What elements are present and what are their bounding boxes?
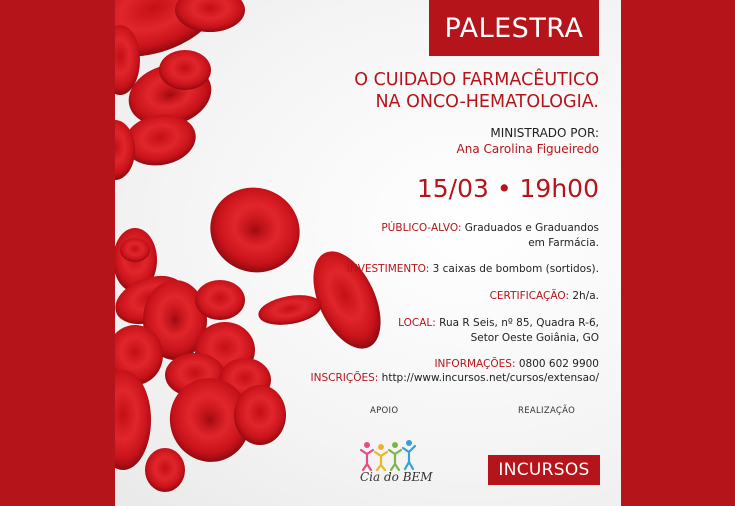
publico-line-2: em Farmácia. <box>528 237 599 249</box>
palestra-banner: PALESTRA <box>429 0 599 56</box>
local-label: LOCAL: <box>398 317 436 329</box>
local-line-2: Setor Oeste Goiânia, GO <box>470 332 599 344</box>
certificacao-label: CERTIFICAÇÃO: <box>489 290 569 302</box>
event-title <box>279 69 599 113</box>
publico-line-1: Graduados e Graduandos <box>464 222 599 234</box>
right-red-border <box>621 0 735 506</box>
left-red-border <box>0 0 115 506</box>
local-info <box>398 316 599 346</box>
certificacao-value: 2h/a. <box>572 290 599 302</box>
publico-label: PÚBLICO-ALVO: <box>381 222 462 234</box>
inscricoes-label: INSCRIÇÕES: <box>310 372 379 384</box>
apoio-label: APOIO <box>370 406 399 416</box>
title-line-2: NA ONCO-HEMATOLOGIA. <box>375 92 599 112</box>
incursos-logo: INCURSOS <box>488 455 600 485</box>
title-line-1: O CUIDADO FARMACÊUTICO <box>354 70 599 90</box>
event-poster <box>115 0 621 506</box>
publico-alvo-info <box>381 221 599 251</box>
informacoes-value: 0800 602 9900 <box>518 358 599 370</box>
certificacao-info <box>490 289 599 304</box>
speaker-name: Ana Carolina Figueiredo <box>456 142 599 156</box>
informacoes-info <box>434 357 599 372</box>
investimento-value: 3 caixas de bombom (sortidos). <box>432 263 599 275</box>
informacoes-label: INFORMAÇÕES: <box>434 358 516 370</box>
cell-cluster-top <box>115 0 245 180</box>
cia-do-bem-logo-text: Cia do BEM <box>360 470 433 484</box>
investimento-info <box>347 262 599 277</box>
investimento-label: INVESTIMENTO: <box>346 263 430 275</box>
cell-cluster-bottom <box>115 175 394 492</box>
realizacao-label: REALIZAÇÃO <box>518 406 576 416</box>
local-line-1: Rua R Seis, nº 85, Quadra R-6, <box>439 317 599 329</box>
event-datetime: 15/03 • 19h00 <box>416 174 599 203</box>
inscricoes-info <box>311 371 599 386</box>
ministrado-label: MINISTRADO POR: <box>490 126 599 140</box>
inscricoes-link[interactable]: http://www.incursos.net/cursos/extensao/ <box>381 372 599 384</box>
